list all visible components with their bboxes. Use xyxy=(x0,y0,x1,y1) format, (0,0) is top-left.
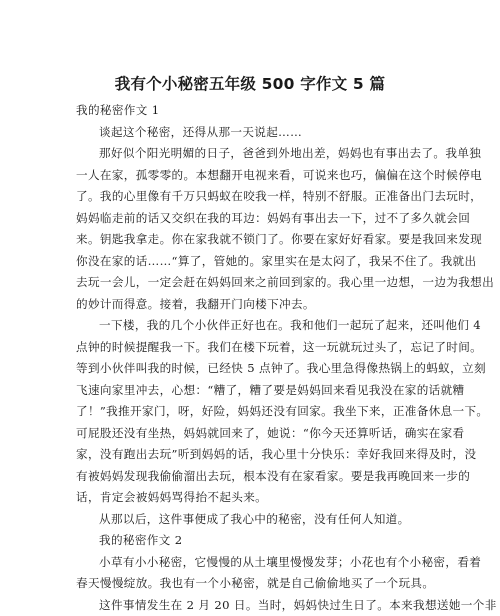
text-line: 春天慢慢绽放。我也有一个小秘密，就是自己偷偷地买了一个玩具。 xyxy=(76,573,426,595)
text-line: 小草有小小秘密，它慢慢的从土壤里慢慢发芽；小花也有个小秘密，看着 xyxy=(76,552,426,574)
document-body xyxy=(76,100,426,616)
text-line: 从那以后，这件事便成了我心中的秘密，没有任何人知道。 xyxy=(76,509,426,531)
text-line: 我的秘密作文 2 xyxy=(76,530,426,552)
text-line: 来。钥匙我拿走。你在家我就不锁门了。你要在家好好看家。要是我回来发现 xyxy=(76,229,426,251)
text-line: 一人在家，孤零零的。本想翻开电视来看，可说来也巧，偏偏在这个时候停电 xyxy=(76,165,426,187)
text-line: 去玩一会儿，一定会赶在妈妈回来之前回到家的。我心里一边想，一边为我想出 xyxy=(76,272,426,294)
text-line: 点钟的时候提醒我一下。我们在楼下玩着，这一玩就玩过头了，忘记了时间。 xyxy=(76,337,426,359)
text-line: 等到小伙伴叫我的时候，已经快 5 点钟了。我心里急得像热锅上的蚂蚁，立刻 xyxy=(76,358,426,380)
text-line: 谈起这个秘密，还得从那一天说起…… xyxy=(76,122,426,144)
text-line: 了！”我推开家门，呀，好险，妈妈还没有回家。我坐下来，正准备休息一下。 xyxy=(76,401,426,423)
text-line: 可屁股还没有坐热，妈妈就回来了，她说：“你今天还算听话，确实在家看 xyxy=(76,423,426,445)
text-line: 那好似个阳光明媚的日子，爸爸到外地出差，妈妈也有事出去了。我单独 xyxy=(76,143,426,165)
text-line: 我的秘密作文 1 xyxy=(76,100,426,122)
text-line: 话，肯定会被妈妈骂得抬不起头来。 xyxy=(76,487,426,509)
text-line: 的妙计而得意。接着，我翻开门向楼下冲去。 xyxy=(76,294,426,316)
text-line: 家，没有跑出去玩”听到妈妈的话，我心里十分快乐：幸好我回来得及时，没 xyxy=(76,444,426,466)
text-line: 一下楼，我的几个小伙伴正好也在。我和他们一起玩了起来，还叫他们 4 xyxy=(76,315,426,337)
text-line: 这件事情发生在 2 月 20 日。当时，妈妈快过生日了。本来我想送她一个非 xyxy=(76,595,426,616)
text-line: 你没在家的话……“算了，管她的。家里实在是太闷了，我呆不住了。我就出 xyxy=(76,251,426,273)
text-line: 有被妈妈发现我偷偷溜出去玩，根本没有在家看家。要是我再晚回来一步的 xyxy=(76,466,426,488)
document-title: 我有个小秘密五年级 500 字作文 5 篇 xyxy=(0,72,500,94)
text-line: 了。我的心里像有千万只蚂蚁在咬我一样，特别不舒服。正准备出门去玩时， xyxy=(76,186,426,208)
text-line: 飞速向家里冲去，心想：“糟了，糟了要是妈妈回来看见我没在家的话就糟 xyxy=(76,380,426,402)
text-line: 妈妈临走前的话又交织在我的耳边：妈妈有事出去一下，过不了多久就会回 xyxy=(76,208,426,230)
